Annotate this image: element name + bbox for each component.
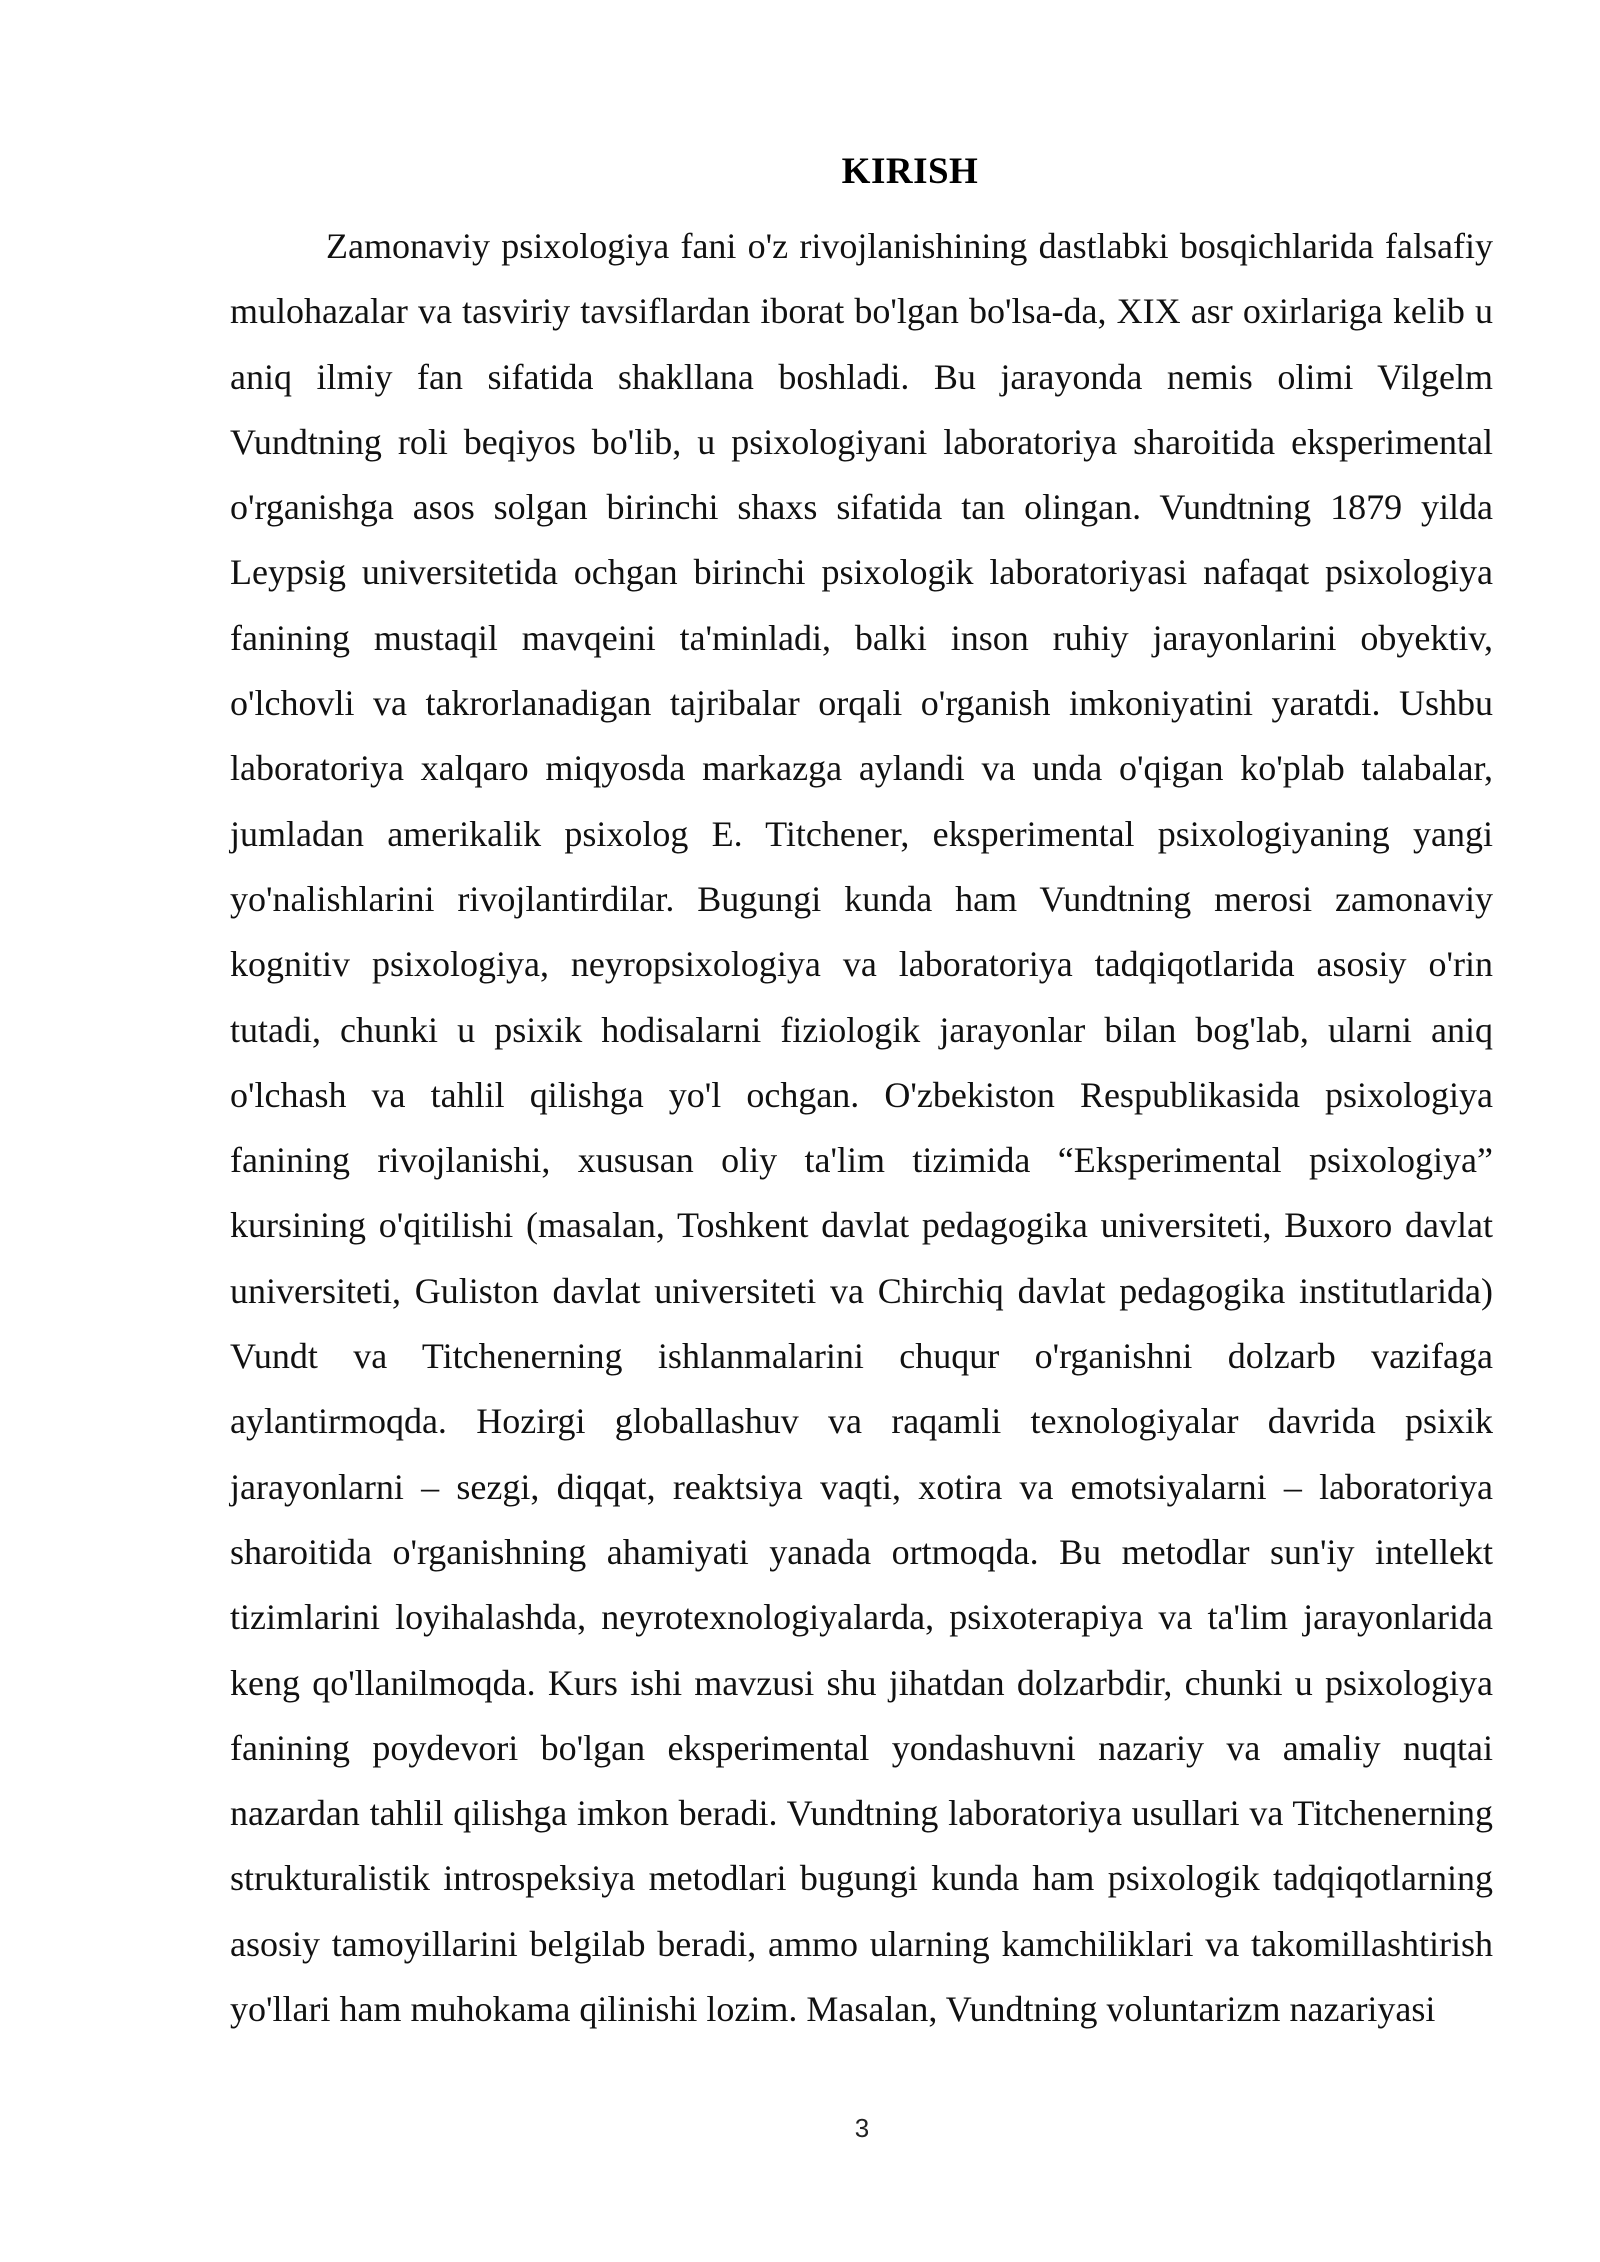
page-number: 3: [854, 2113, 870, 2143]
body-paragraph: Zamonaviy psixologiya fani o'z rivojlanishining dastlabki bosqichlarida falsafiy mulohazalar va tasviriy tavsiflardan iborat bo'lgan bo'lsa-da, XIX asr oxirlariga kelib u aniq ilmiy fan sifatida shakllana boshladi. Bu jarayonda nemis olimi Vilgelm Vundtning roli beqiyos bo'lib, u psixologiyani laboratoriya sharoitida eksperimental o'rganishga asos solgan birinchi shaxs sifatida tan olingan. Vundtning 1879 yilda Leypsig universitetida ochgan birinchi psixologik laboratoriyasi nafaqat psixologiya fanining mustaqil mavqeini ta'minladi, balki inson ruhiy jarayonlarini obyektiv, o'lchovli va takrorlanadigan tajribalar orqali o'rganish imkoniyatini yaratdi. Ushbu laboratoriya xalqaro miqyosda markazga aylandi va unda o'qigan ko'plab talabalar, jumladan amerikalik psixolog E. Titchener, eksperimental psixologiyaning yangi yo'nalishlarini rivojlantirdilar. Bugungi kunda ham Vundtning merosi zamonaviy kognitiv psixologiya, neyropsixologiya va laboratoriya tadqiqotlarida asosiy o'rin tutadi, chunki u psixik hodisalarni fiziologik jarayonlar bilan bog'lab, ularni aniq o'lchash va tahlil qilishga yo'l ochgan. O'zbekiston Respublikasida psixologiya fanining rivojlanishi, xususan oliy ta'lim tizimida “Eksperimental psixologiya” kursining o'qitilishi (masalan, Toshkent davlat pedagogika universiteti, Buxoro davlat universiteti, Guliston davlat universiteti va Chirchiq davlat pedagogika institutlarida) Vundt va Titchenerning ishlanmalarini chuqur o'rganishni dolzarb vazifaga aylantirmoqda. Hozirgi globallashuv va raqamli texnologiyalar davrida psixik jarayonlarni – sezgi, diqqat, reaktsiya vaqti, xotira va emotsiyalarni – laboratoriya sharoitida o'rganishning ahamiyati yanada ortmoqda. Bu metodlar sun'iy intellekt tizimlarini loyihalashda, neyrotexnologiyalarda, psixoterapiya va ta'lim jarayonlarida keng qo'llanilmoqda. Kurs ishi mavzusi shu jihatdan dolzarbdir, chunki u psixologiya fanining poydevori bo'lgan eksperimental yondashuvni nazariy va amaliy nuqtai nazardan tahlil qilishga imkon beradi. Vundtning laboratoriya usullari va Titchenerning strukturalistik introspeksiya metodlari bugungi kunda ham psixologik tadqiqotlarning asosiy tamoyillarini belgilab beradi, ammo ularning kamchiliklari va takomillashtirish yo'llari ham muhokama qilinishi lozim. Masalan, Vundtning voluntarizm nazariyasi: [230, 226, 1493, 2030]
section-heading: KIRISH: [841, 151, 979, 192]
